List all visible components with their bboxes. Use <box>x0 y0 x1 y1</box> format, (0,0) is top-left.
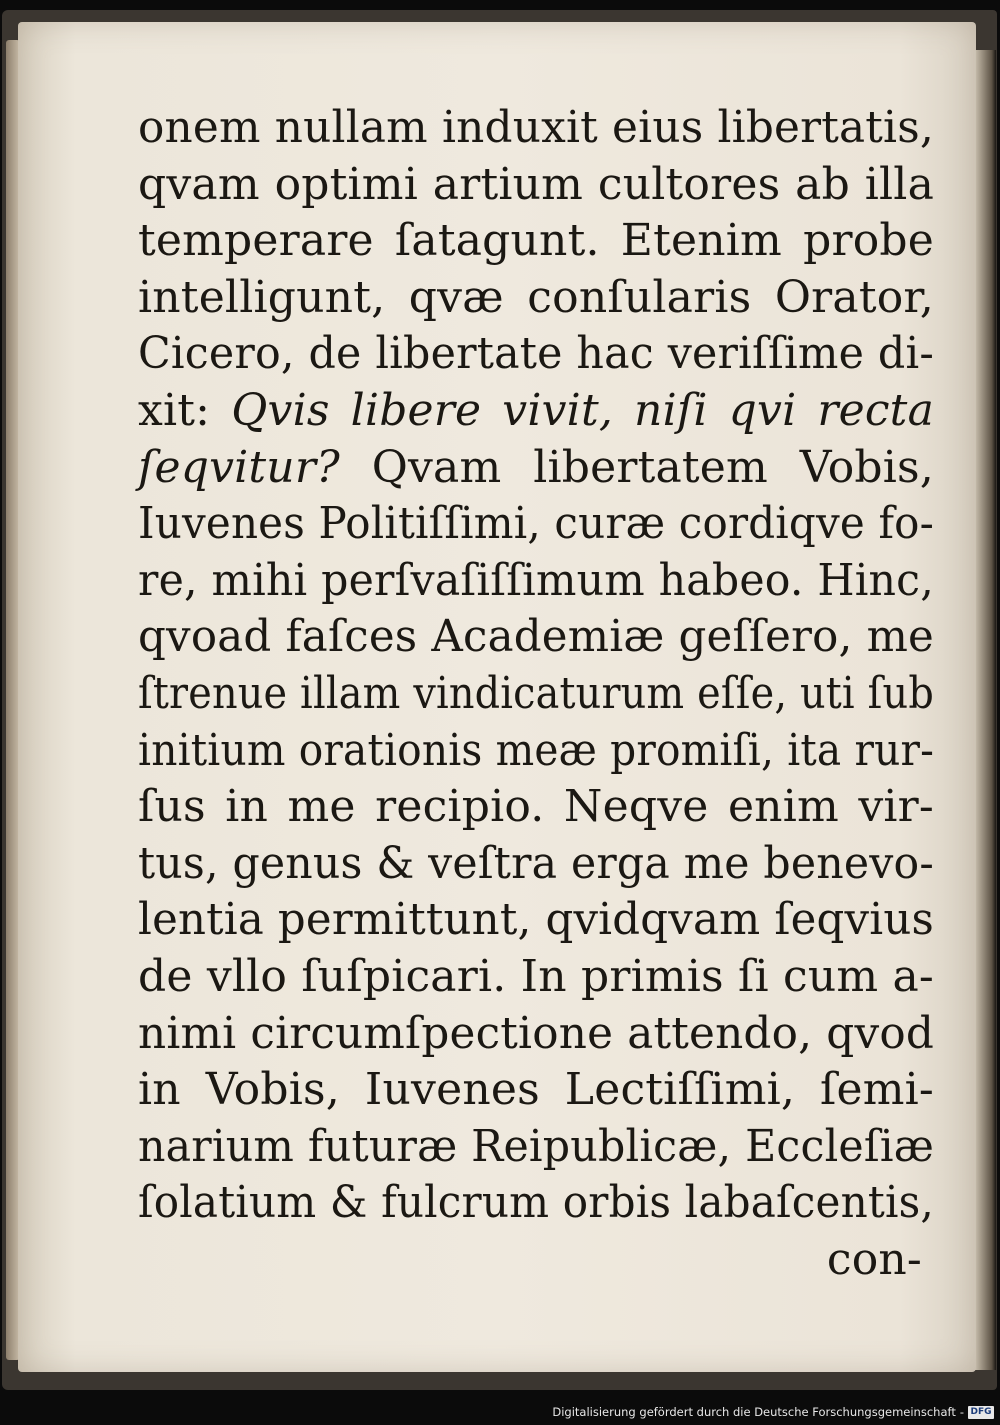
text-line: onem nullam induxit eius libertatis, <box>138 102 934 153</box>
text-line: intelligunt, qvæ conſularis Orator, <box>138 271 934 323</box>
text-line: narium futuræ Reipublicæ, Eccleſiæ <box>138 1120 935 1172</box>
text-line: re, mihi perſvaſiſſimum habeo. Hinc, <box>138 554 934 606</box>
text-line: Cicero, de libertate hac veriſſime di- <box>138 328 934 380</box>
text-line: qvam optimi artium cultores ab illa <box>138 158 934 210</box>
text-line: ſtrenue illam vindicaturum eſſe, uti ſub <box>138 667 934 719</box>
text-line: lentia permittunt, qvidqvam ſeqvius <box>138 894 934 946</box>
text-line: temperare ſatagunt. Etenim probe <box>138 215 934 267</box>
page-edge-right <box>974 50 996 1370</box>
text-line-prefix: xit: <box>138 384 232 436</box>
quotation-italic-end: ſeqvitur? <box>138 441 340 493</box>
text-line: in Vobis, Iuvenes Lectiſſimi, ſemi- <box>138 1064 934 1116</box>
text-line-quote-end <box>138 440 934 497</box>
text-line: qvoad faſces Academiæ geſſero, me <box>138 611 935 663</box>
dfg-logo-icon: DFG <box>968 1406 994 1419</box>
footer-separator: - <box>959 1405 964 1419</box>
page-text <box>138 100 934 1288</box>
text-line-rest: Qvam libertatem Vobis, <box>339 441 934 493</box>
text-line: nimi circumſpectione attendo, qvod <box>138 1007 935 1059</box>
text-line: de vllo ſuſpicari. In primis ſi cum a- <box>138 950 934 1002</box>
text-line: initium orationis meæ promiſi, ita rur- <box>138 724 935 776</box>
quotation-italic: Qvis libere vivit, niſi qvi recta <box>231 384 934 436</box>
funding-credit: Digitalisierung gefördert durch die Deutsche Forschungsgemeinschaft <box>552 1405 956 1419</box>
text-line-quote-start <box>138 383 934 440</box>
text-line: ſus in me recipio. Neqve enim vir- <box>138 781 934 833</box>
text-line: Iuvenes Politiſſimi, curæ cordiqve fo- <box>138 498 935 550</box>
catchword: con- <box>826 1233 922 1285</box>
digitization-footer <box>552 1403 994 1421</box>
text-line: ſolatium & fulcrum orbis labaſcentis, <box>138 1177 934 1229</box>
text-line: tus, genus & veſtra erga me benevo- <box>138 837 934 889</box>
